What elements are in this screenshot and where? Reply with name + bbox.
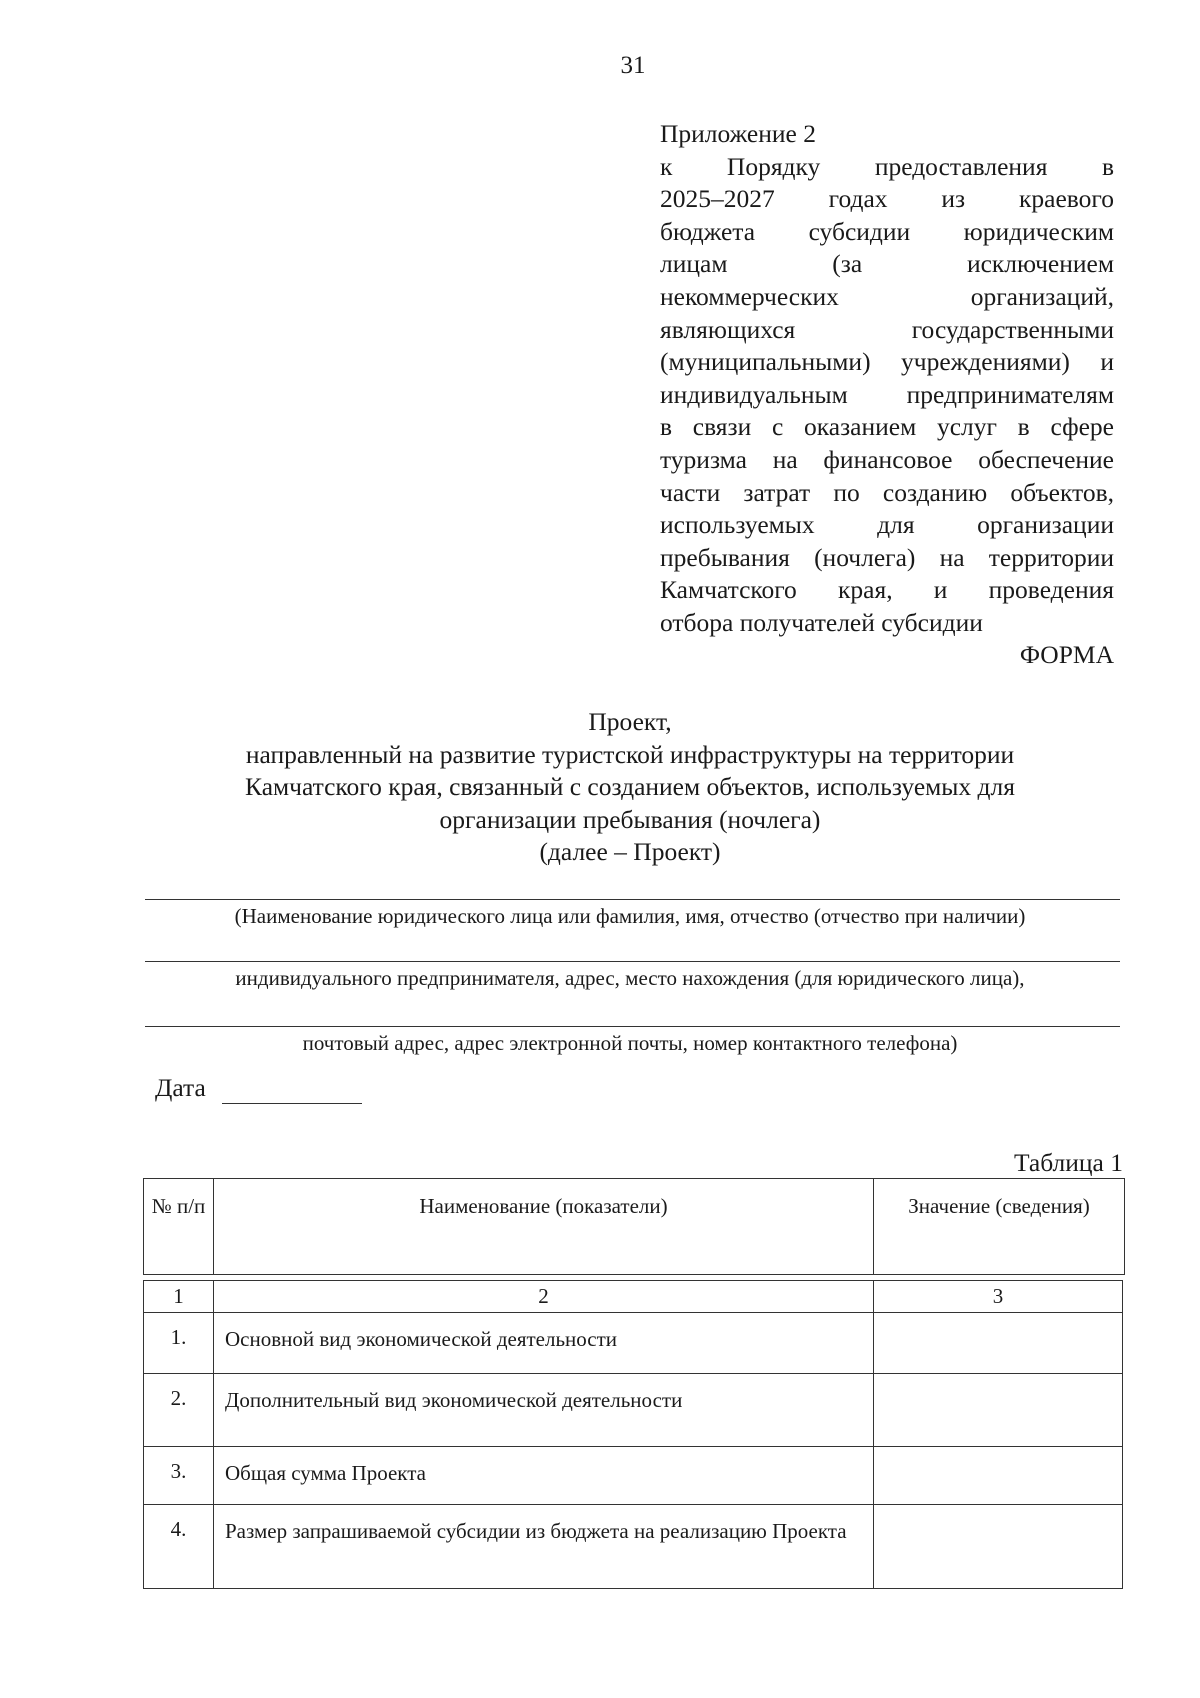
date-label: Дата bbox=[155, 1073, 206, 1102]
appendix-line: лицам (за исключением bbox=[660, 249, 1114, 279]
row-num: 1. bbox=[144, 1313, 214, 1374]
form-label: ФОРМА bbox=[1019, 640, 1114, 669]
project-title-line: Камчатского края, связанный с созданием объектов, используемых для bbox=[245, 772, 1015, 802]
table-header bbox=[143, 1178, 1125, 1275]
project-title bbox=[130, 706, 1130, 869]
table-row bbox=[144, 1313, 1123, 1374]
row-value-cell[interactable] bbox=[874, 1505, 1123, 1589]
header-num: № п/п bbox=[144, 1179, 214, 1275]
project-title-line: направленный на развитие туристской инфраструктуры на территории bbox=[245, 739, 1015, 769]
applicant-caption: почтовый адрес, адрес электронной почты, номер контактного телефона) bbox=[302, 1031, 958, 1055]
appendix-line: отбора получателей субсидии bbox=[660, 607, 983, 637]
row-value-cell[interactable] bbox=[874, 1313, 1123, 1374]
applicant-address-line[interactable] bbox=[145, 961, 1120, 962]
column-number: 1 bbox=[144, 1281, 214, 1313]
table-row bbox=[144, 1374, 1123, 1447]
column-number: 3 bbox=[874, 1281, 1123, 1313]
table-label: Таблица 1 bbox=[1013, 1148, 1123, 1177]
appendix-line: 2025–2027 годах из краевого bbox=[660, 184, 1114, 214]
row-value-cell[interactable] bbox=[874, 1374, 1123, 1447]
header-value: Значение (сведения) bbox=[874, 1179, 1125, 1275]
appendix-line: являющихся государственными bbox=[660, 314, 1114, 344]
appendix-line: Камчатского края, и проведения bbox=[660, 575, 1114, 605]
appendix-line: к Порядку предоставления в bbox=[660, 151, 1114, 181]
date-field-line[interactable] bbox=[222, 1103, 362, 1104]
appendix-line: некоммерческих организаций, bbox=[660, 281, 1114, 311]
column-number: 2 bbox=[214, 1281, 874, 1313]
table-row bbox=[144, 1505, 1123, 1589]
applicant-caption: (Наименование юридического лица или фамилия, имя, отчество (отчество при наличии) bbox=[234, 904, 1026, 928]
appendix-line: пребывания (ночлега) на территории bbox=[660, 542, 1114, 572]
project-title-line: организации пребывания (ночлега) bbox=[439, 804, 821, 834]
applicant-contact-line[interactable] bbox=[145, 1026, 1120, 1027]
page-number: 31 bbox=[620, 52, 646, 79]
appendix-reference bbox=[660, 118, 1114, 640]
row-num: 2. bbox=[144, 1374, 214, 1447]
applicant-caption: индивидуального предпринимателя, адрес, место нахождения (для юридического лица), bbox=[235, 966, 1025, 990]
appendix-line: (муниципальными) учреждениями) и bbox=[660, 347, 1114, 377]
project-title-line: Проект, bbox=[588, 707, 672, 736]
row-name: Общая сумма Проекта bbox=[214, 1447, 874, 1505]
header-name: Наименование (показатели) bbox=[214, 1179, 874, 1275]
appendix-line: туризма на финансовое обеспечение bbox=[660, 444, 1114, 474]
appendix-line: бюджета субсидии юридическим bbox=[660, 216, 1114, 246]
project-title-line: (далее – Проект) bbox=[539, 837, 721, 867]
appendix-line: части затрат по созданию объектов, bbox=[660, 477, 1114, 507]
row-name: Дополнительный вид экономической деятельности bbox=[214, 1374, 874, 1447]
row-value-cell[interactable] bbox=[874, 1447, 1123, 1505]
appendix-line: в связи с оказанием услуг в сфере bbox=[660, 412, 1114, 442]
applicant-name-line[interactable] bbox=[145, 899, 1120, 900]
table-row bbox=[144, 1447, 1123, 1505]
appendix-title: Приложение 2 bbox=[660, 119, 816, 148]
row-num: 3. bbox=[144, 1447, 214, 1505]
appendix-line: индивидуальным предпринимателям bbox=[660, 379, 1114, 409]
indicators-table bbox=[143, 1280, 1123, 1589]
row-name: Основной вид экономической деятельности bbox=[214, 1313, 874, 1374]
row-name: Размер запрашиваемой субсидии из бюджета на реализацию Проекта bbox=[214, 1505, 874, 1589]
appendix-line: используемых для организации bbox=[660, 510, 1114, 540]
row-num: 4. bbox=[144, 1505, 214, 1589]
